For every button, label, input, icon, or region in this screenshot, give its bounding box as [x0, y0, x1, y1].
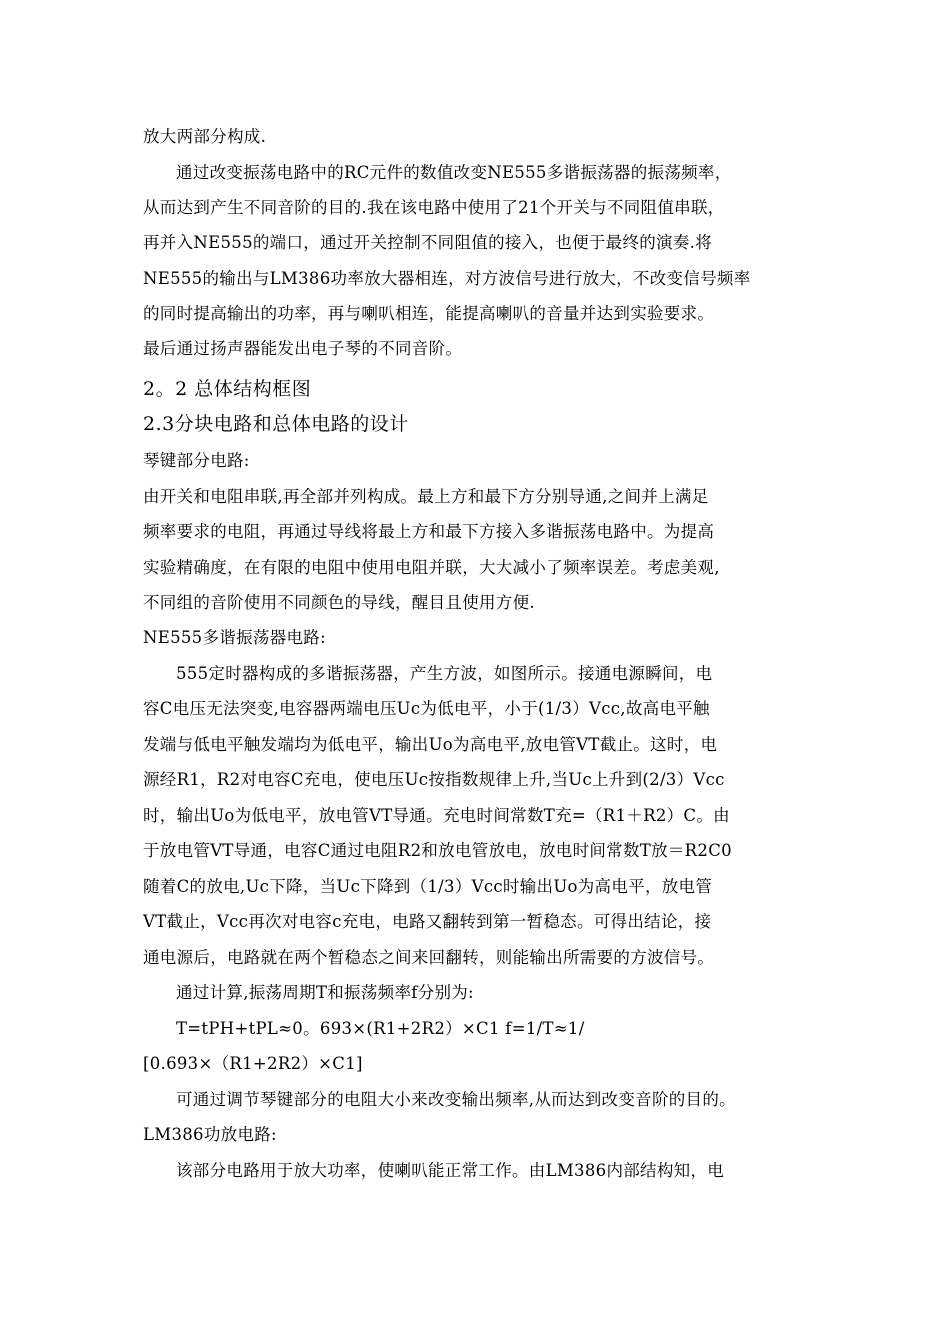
- formula-line: T=tPH+tPL≈0。693×(R1+2R2）×C1 f=1/T≈1/: [176, 1019, 585, 1038]
- text-line: 频率要求的电阻，再通过导线将最上方和最下方接入多谐振荡电路中。为提高: [143, 522, 715, 541]
- section-heading-2-3: 2.3分块电路和总体电路的设计: [143, 413, 409, 435]
- paragraph-first-line: 可通过调节琴键部分的电阻大小来改变输出频率,从而达到改变音阶的目的。: [176, 1090, 736, 1109]
- text-line: 时，输出Uo为低电平，放电管VT导通。充电时间常数T充=（R1＋R2）C。由: [143, 806, 730, 825]
- text-line: 再并入NE555的端口，通过开关控制不同阻值的接入，也便于最终的演奏.将: [143, 233, 713, 252]
- text-line: 容C电压无法突变,电容器两端电压Uc为低电平，小于(1/3）Vcc,故高电平触: [143, 699, 710, 718]
- text-line: 由开关和电阻串联,再全部并列构成。最上方和最下方分别导通,之间并上满足: [143, 487, 709, 506]
- paragraph-first-line: 该部分电路用于放大功率，使喇叭能正常工作。由LM386内部结构知，电: [176, 1161, 725, 1180]
- text-line: 于放电管VT导通，电容C通过电阻R2和放电管放电，放电时间常数T放＝R2C0: [143, 841, 732, 860]
- text-line: 通电源后，电路就在两个暂稳态之间来回翻转，则能输出所需要的方波信号。: [143, 948, 715, 967]
- subsection-label: NE555多谐振荡器电路:: [143, 628, 326, 647]
- text-line: 最后通过扬声器能发出电子琴的不同音阶。: [143, 339, 463, 358]
- paragraph-first-line: 通过计算,振荡周期T和振荡频率f分别为:: [176, 983, 474, 1002]
- subsection-label: 琴键部分电路:: [143, 451, 250, 470]
- paragraph-first-line: 555定时器构成的多谐振荡器，产生方波，如图所示。接通电源瞬间，电: [176, 664, 713, 683]
- text-line: 实验精确度，在有限的电阻中使用电阻并联，大大减小了频率误差。考虑美观,: [143, 558, 720, 577]
- text-line: NE555的输出与LM386功率放大器相连，对方波信号进行放大，不改变信号频率: [143, 269, 751, 288]
- text-line: VT截止，Vcc再次对电容c充电，电路又翻转到第一暂稳态。可得出结论，接: [143, 912, 712, 931]
- text-line: 从而达到产生不同音阶的目的.我在该电路中使用了21个开关与不同阻值串联，: [143, 198, 725, 217]
- section-heading-2-2: 2。2 总体结构框图: [143, 378, 312, 400]
- formula-line: [0.693×（R1+2R2）×C1]: [143, 1054, 363, 1073]
- text-line: 随着C的放电,Uc下降，当Uc下降到（1/3）Vcc时输出Uo为高电平，放电管: [143, 877, 713, 896]
- text-line: 不同组的音阶使用不同颜色的导线，醒目且使用方便.: [143, 593, 535, 612]
- paragraph-first-line: 通过改变振荡电路中的RC元件的数值改变NE555多谐振荡器的振荡频率，: [176, 163, 732, 182]
- text-line: 的同时提高输出的功率，再与喇叭相连，能提高喇叭的音量并达到实验要求。: [143, 304, 715, 323]
- text-line: 源经R1，R2对电容C充电，使电压Uc按指数规律上升,当Uc上升到(2/3）Vcc: [143, 770, 725, 789]
- text-line: 发端与低电平触发端均为低电平，输出Uo为高电平,放电管VT截止。这时，电: [143, 735, 718, 754]
- subsection-label: LM386功放电路:: [143, 1125, 277, 1144]
- text-line: 放大两部分构成.: [143, 127, 267, 146]
